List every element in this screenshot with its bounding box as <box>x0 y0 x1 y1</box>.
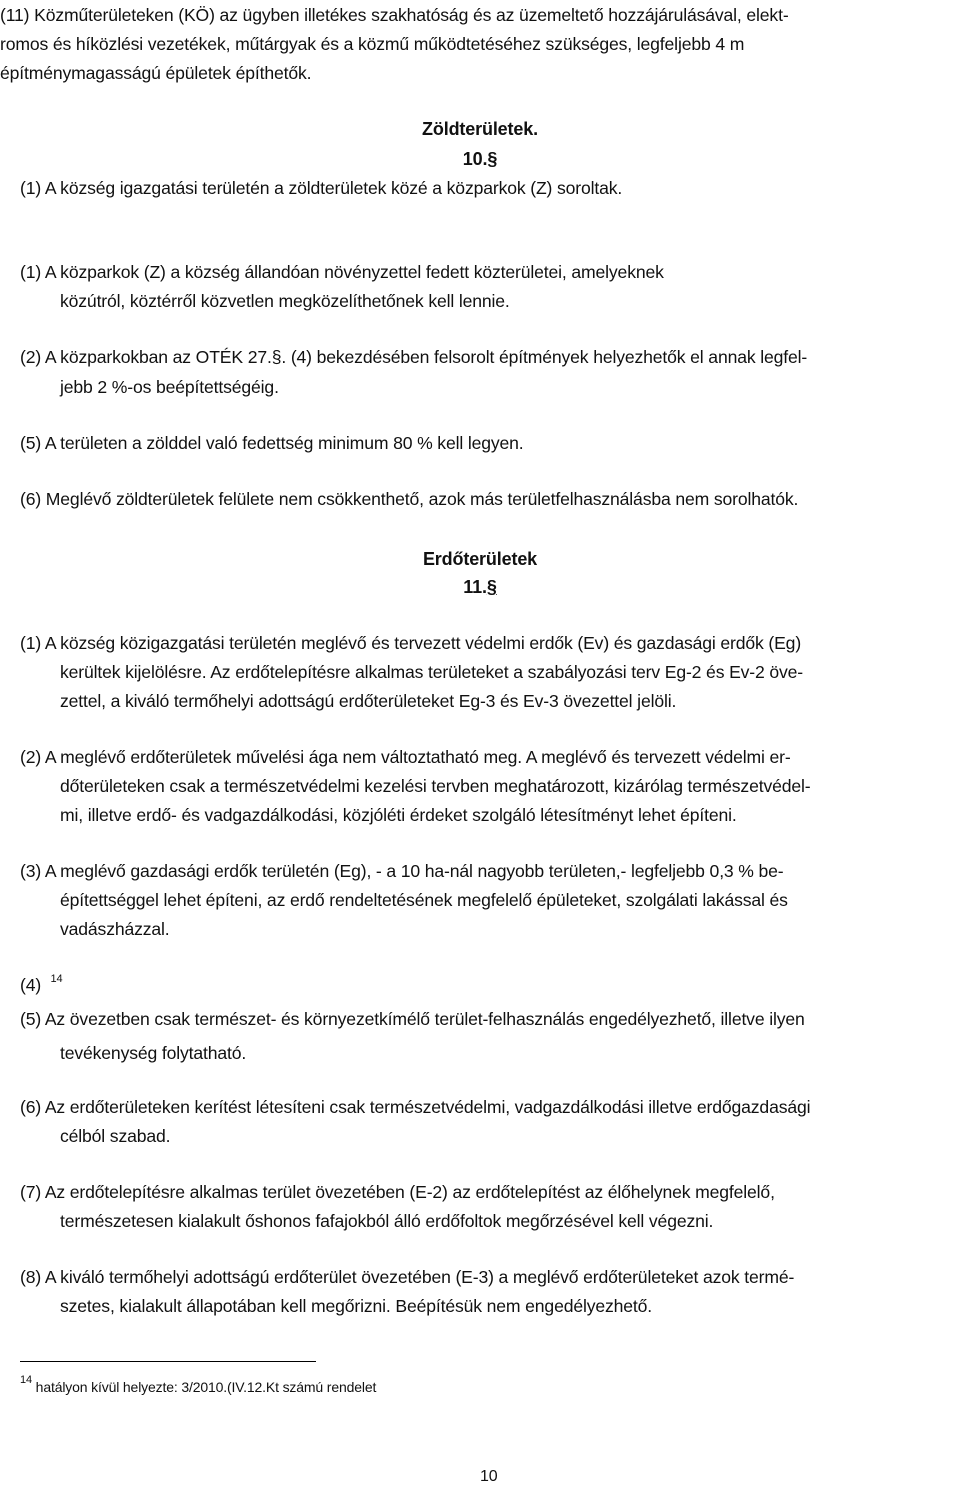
paragraph: (3) A meglévő gazdasági erdők területén (Eg), - a 10 ha-nál nagyobb területen,- legfeljebb 0,3 % be- <box>20 861 784 881</box>
intro-line: (11) Közműterületeken (KÖ) az ügyben illetékes szakhatóság és az üzemeltető hozzájárulásával, elekt- <box>0 5 789 25</box>
paragraph-continuation: célból szabad. <box>60 1126 171 1146</box>
paragraph: (1) A község közigazgatási területén meglévő és tervezett védelmi erdők (Ev) és gazdasági erdők (Eg) <box>20 633 802 653</box>
paragraph-continuation: dőterületeken csak a természetvédelmi kezelési tervben meghatározott, kizárólag természetvédel- <box>60 776 811 796</box>
paragraph-continuation: közútról, köztérről közvetlen megközelíthetőnek kell lennie. <box>60 291 510 311</box>
paragraph: (1) A község igazgatási területén a zöldterületek közé a közparkok (Z) soroltak. <box>20 178 623 198</box>
paragraph-continuation: jebb 2 %-os beépítettségéig. <box>60 377 279 397</box>
section-heading: Zöldterületek. <box>422 119 538 139</box>
paragraph: (4) $^{14}$ <box>20 973 63 995</box>
paragraph-continuation: szetes, kialakult állapotában kell megőrizni. Beépítésük nem engedélyezhető. <box>60 1296 653 1316</box>
paragraph: (8) A kiváló termőhelyi adottságú erdőterület övezetében (E-3) a meglévő erdőterületeket azok termé- <box>20 1267 795 1287</box>
footnote-separator <box>20 1361 316 1362</box>
paragraph-continuation: kerültek kijelölésre. Az erdőtelepítésre alkalmas területeket a szabályozási terv Eg-2 és Ev-2 öve- <box>60 662 804 682</box>
section-number: 11.§ <box>463 577 497 597</box>
paragraph: (2) A közparkokban az OTÉK 27.§. (4) bekezdésében felsorolt építmények helyezhetők el annak legfel- <box>20 347 808 367</box>
paragraph: (6) Az erdőterületeken kerítést létesíteni csak természetvédelmi, vadgazdálkodási illetve erdőgazdasági <box>20 1097 811 1117</box>
paragraph-continuation: természetesen kialakult őshonos fafajokból álló erdőfoltok megőrzésével kell végezni. <box>60 1211 714 1231</box>
intro-line: építménymagasságú épületek építhetők. <box>0 63 312 83</box>
paragraph: (1) A közparkok (Z) a község állandóan növényzettel fedett közterületei, amelyeknek <box>20 262 664 282</box>
paragraph: (7) Az erdőtelepítésre alkalmas terület övezetében (E-2) az erdőtelepítést az élőhelynek megfelelő, <box>20 1182 775 1202</box>
paragraph-continuation: tevékenység folytatható. <box>60 1043 247 1063</box>
footnote: $^{14}$ hatályon kívül helyezte: 3/2010.(IV.12.Kt számú rendelet <box>20 1374 377 1395</box>
paragraph-continuation: vadászházzal. <box>60 919 170 939</box>
footnote-reference: 14 <box>50 973 63 985</box>
intro-line: romos és híközlési vezetékek, műtárgyak és a közmű működtetéséhez szükséges, legfeljebb 4 m <box>0 34 745 54</box>
paragraph-continuation: mi, illetve erdő- és vadgazdálkodási, közjóléti érdeket szolgáló létesítményt lehet építeni. <box>60 805 737 825</box>
paragraph: (2) A meglévő erdőterületek művelési ága nem változtatható meg. A meglévő és tervezett védelmi er- <box>20 747 791 767</box>
page-number: 10 <box>480 1468 498 1485</box>
section-number: 10.§ <box>462 149 498 169</box>
paragraph-continuation: építettséggel lehet építeni, az erdő rendeltetésének megfelelő épületeket, szolgálati lakással és <box>60 890 788 910</box>
paragraph: (5) Az övezetben csak természet- és környezetkímélő terület-felhasználás engedélyezhető, illetve ilyen <box>20 1009 805 1029</box>
footnote-number: 14 <box>20 1374 32 1386</box>
paragraph: (5) A területen a zölddel való fedettség minimum 80 % kell legyen. <box>20 433 524 453</box>
section-heading: Erdőterületek <box>422 549 538 569</box>
paragraph-continuation: zettel, a kiváló termőhelyi adottságú erdőterületeket Eg-3 és Ev-3 övezettel jelöli. <box>60 691 677 711</box>
paragraph: (6) Meglévő zöldterületek felülete nem csökkenthető, azok más területfelhasználásba nem sorolhatók. <box>20 489 799 509</box>
